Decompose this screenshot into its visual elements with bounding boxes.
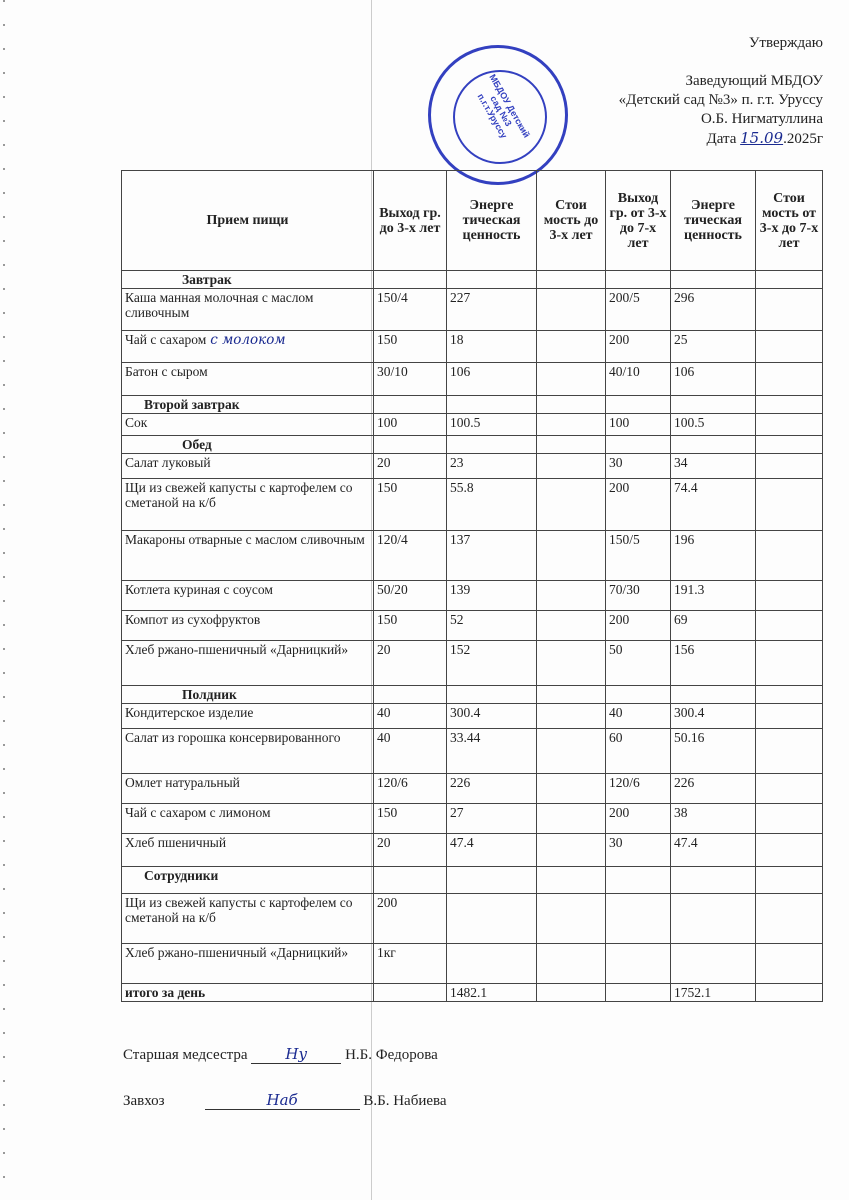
table-cell <box>756 454 823 479</box>
table-cell: 52 <box>447 611 537 641</box>
table-cell: Батон с сыром <box>122 363 374 396</box>
table-cell: 25 <box>671 331 756 363</box>
table-row <box>122 834 823 867</box>
section-row <box>122 867 823 894</box>
table-cell: Каша манная молочная с маслом сливочным <box>122 289 374 331</box>
table-cell: 139 <box>447 581 537 611</box>
column-header: Стои мость до 3-х лет <box>537 171 606 271</box>
table-cell: 1кг <box>374 944 447 984</box>
table-cell: 100 <box>374 414 447 436</box>
section-row <box>122 271 823 289</box>
table-row <box>122 944 823 984</box>
table-cell: 33.44 <box>447 729 537 774</box>
table-cell <box>756 774 823 804</box>
table-cell <box>447 894 537 944</box>
table-row <box>122 479 823 531</box>
table-cell: 150/4 <box>374 289 447 331</box>
table-cell: 70/30 <box>606 581 671 611</box>
table-row <box>122 581 823 611</box>
total-cell <box>374 984 447 1002</box>
table-cell: 20 <box>374 454 447 479</box>
table-cell: Кондитерское изделие <box>122 704 374 729</box>
table-cell: 27 <box>447 804 537 834</box>
table-cell: 20 <box>374 834 447 867</box>
approval-name: О.Б. Нигматуллина <box>700 111 823 127</box>
handwritten-note: с молоком <box>210 332 286 348</box>
table-cell: 50 <box>606 641 671 686</box>
table-cell: Макароны отварные с маслом сливочным <box>122 531 374 581</box>
table-cell <box>537 774 606 804</box>
table-row <box>122 704 823 729</box>
table-cell: 227 <box>447 289 537 331</box>
table-cell: 20 <box>374 641 447 686</box>
section-title: Обед <box>122 436 374 454</box>
section-row <box>122 436 823 454</box>
table-cell: 200 <box>374 894 447 944</box>
table-cell <box>756 331 823 363</box>
table-cell: Котлета куриная с соусом <box>122 581 374 611</box>
table-cell <box>606 944 671 984</box>
table-cell <box>756 894 823 944</box>
table-row <box>122 774 823 804</box>
table-cell: 30/10 <box>374 363 447 396</box>
scan-edge-marks <box>3 0 5 1200</box>
table-cell: 40 <box>374 729 447 774</box>
signatures <box>123 1045 447 1137</box>
table-cell: Щи из свежей капусты с картофелем со сметаной на к/б <box>122 479 374 531</box>
table-cell: 120/4 <box>374 531 447 581</box>
menu-table <box>121 170 823 1002</box>
table-row <box>122 611 823 641</box>
table-cell: 200/5 <box>606 289 671 331</box>
table-cell: 150 <box>374 331 447 363</box>
table-cell <box>671 944 756 984</box>
section-title: Завтрак <box>122 271 374 289</box>
table-cell <box>537 363 606 396</box>
total-cell <box>537 984 606 1002</box>
total-row <box>122 984 823 1002</box>
column-header: Энерге тическая ценность <box>671 171 756 271</box>
table-cell: 150/5 <box>606 531 671 581</box>
table-row <box>122 414 823 436</box>
table-cell <box>756 641 823 686</box>
table-cell <box>537 944 606 984</box>
table-cell: 100.5 <box>671 414 756 436</box>
table-cell: 200 <box>606 611 671 641</box>
approval-date: Дата 15.09.2025г <box>706 129 823 147</box>
table-cell: 106 <box>447 363 537 396</box>
table-cell <box>537 414 606 436</box>
table-cell: 150 <box>374 479 447 531</box>
table-cell: 150 <box>374 804 447 834</box>
date-handwritten: 15.09 <box>740 129 784 147</box>
signature-storekeeper: Завхоз Наб В.Б. Набиева <box>123 1091 447 1109</box>
table-cell: 226 <box>671 774 756 804</box>
table-row <box>122 331 823 363</box>
table-cell: 152 <box>447 641 537 686</box>
table-cell: 120/6 <box>374 774 447 804</box>
table-cell: 23 <box>447 454 537 479</box>
column-header: Энерге тическая ценность <box>447 171 537 271</box>
table-cell <box>447 944 537 984</box>
section-title: Второй завтрак <box>122 396 374 414</box>
table-cell: 150 <box>374 611 447 641</box>
table-row <box>122 729 823 774</box>
table-cell: 34 <box>671 454 756 479</box>
table-cell <box>756 414 823 436</box>
table-cell: Чай с сахаром с молоком <box>122 331 374 363</box>
table-cell: 40/10 <box>606 363 671 396</box>
table-cell: Компот из сухофруктов <box>122 611 374 641</box>
table-cell <box>537 611 606 641</box>
table-cell: 50.16 <box>671 729 756 774</box>
table-cell: 40 <box>606 704 671 729</box>
table-row <box>122 531 823 581</box>
section-title: Сотрудники <box>122 867 374 894</box>
table-cell: Омлет натуральный <box>122 774 374 804</box>
table-cell <box>537 804 606 834</box>
table-cell <box>537 704 606 729</box>
table-cell: 300.4 <box>447 704 537 729</box>
table-cell: 69 <box>671 611 756 641</box>
table-cell: 47.4 <box>671 834 756 867</box>
table-cell: 106 <box>671 363 756 396</box>
column-header: Прием пищи <box>122 171 374 271</box>
table-cell: 18 <box>447 331 537 363</box>
approval-org: «Детский сад №3» п. г.т. Уруссу <box>618 92 823 108</box>
table-cell: 38 <box>671 804 756 834</box>
table-cell <box>756 804 823 834</box>
table-cell: Хлеб ржано-пшеничный «Дарницкий» <box>122 944 374 984</box>
total-cell <box>756 984 823 1002</box>
table-cell: Салат из горошка консервированного <box>122 729 374 774</box>
table-cell: 30 <box>606 454 671 479</box>
table-cell <box>537 729 606 774</box>
official-stamp <box>428 45 568 185</box>
column-header: Выход гр. от 3-х до 7-х лет <box>606 171 671 271</box>
table-row <box>122 454 823 479</box>
column-header: Стои мость от 3-х до 7-х лет <box>756 171 823 271</box>
table-cell: 47.4 <box>447 834 537 867</box>
table-cell <box>671 894 756 944</box>
table-cell: 300.4 <box>671 704 756 729</box>
table-cell: Хлеб ржано-пшеничный «Дарницкий» <box>122 641 374 686</box>
table-cell <box>756 944 823 984</box>
section-row <box>122 396 823 414</box>
table-row <box>122 289 823 331</box>
table-cell: 60 <box>606 729 671 774</box>
table-cell: Сок <box>122 414 374 436</box>
table-cell: 200 <box>606 331 671 363</box>
section-row <box>122 686 823 704</box>
table-cell <box>537 581 606 611</box>
table-cell: 156 <box>671 641 756 686</box>
table-cell <box>756 729 823 774</box>
stamp-text: МБДОУ Детский сад №3 п.г.т.Уруссу <box>475 72 532 141</box>
table-cell <box>537 641 606 686</box>
table-cell <box>756 834 823 867</box>
table-cell: 55.8 <box>447 479 537 531</box>
table-cell <box>537 834 606 867</box>
table-cell: 120/6 <box>606 774 671 804</box>
table-cell: Чай с сахаром с лимоном <box>122 804 374 834</box>
table-cell: Салат луковый <box>122 454 374 479</box>
table-row <box>122 363 823 396</box>
table-cell: 200 <box>606 479 671 531</box>
total-cell: итого за день <box>122 984 374 1002</box>
table-cell <box>537 331 606 363</box>
table-row <box>122 804 823 834</box>
table-cell <box>756 581 823 611</box>
table-cell: 40 <box>374 704 447 729</box>
table-cell <box>756 611 823 641</box>
table-cell <box>756 531 823 581</box>
table-cell: 100.5 <box>447 414 537 436</box>
approval-position: Заведующий МБДОУ <box>685 73 823 89</box>
approval-title: Утверждаю <box>748 35 823 51</box>
table-cell: 296 <box>671 289 756 331</box>
table-cell <box>537 479 606 531</box>
table-cell <box>537 894 606 944</box>
table-cell: 30 <box>606 834 671 867</box>
column-header: Выход гр. до 3-х лет <box>374 171 447 271</box>
table-cell: Хлеб пшеничный <box>122 834 374 867</box>
table-cell <box>756 289 823 331</box>
signature-nurse: Старшая медсестра Ну Н.Б. Федорова <box>123 1045 438 1063</box>
table-cell <box>537 454 606 479</box>
table-row <box>122 894 823 944</box>
table-cell: 191.3 <box>671 581 756 611</box>
table-cell <box>756 704 823 729</box>
table-cell <box>537 531 606 581</box>
table-cell <box>606 894 671 944</box>
table-cell: 226 <box>447 774 537 804</box>
total-cell <box>606 984 671 1002</box>
total-cell: 1482.1 <box>447 984 537 1002</box>
table-cell: 50/20 <box>374 581 447 611</box>
table-cell: 200 <box>606 804 671 834</box>
table-cell: 196 <box>671 531 756 581</box>
table-cell: 100 <box>606 414 671 436</box>
table-row <box>122 641 823 686</box>
table-cell <box>756 363 823 396</box>
section-title: Полдник <box>122 686 374 704</box>
table-cell: Щи из свежей капусты с картофелем со сметаной на к/б <box>122 894 374 944</box>
table-cell: 74.4 <box>671 479 756 531</box>
approval-block <box>619 34 823 149</box>
table-cell <box>756 479 823 531</box>
table-cell: 137 <box>447 531 537 581</box>
table-cell <box>537 289 606 331</box>
total-cell: 1752.1 <box>671 984 756 1002</box>
